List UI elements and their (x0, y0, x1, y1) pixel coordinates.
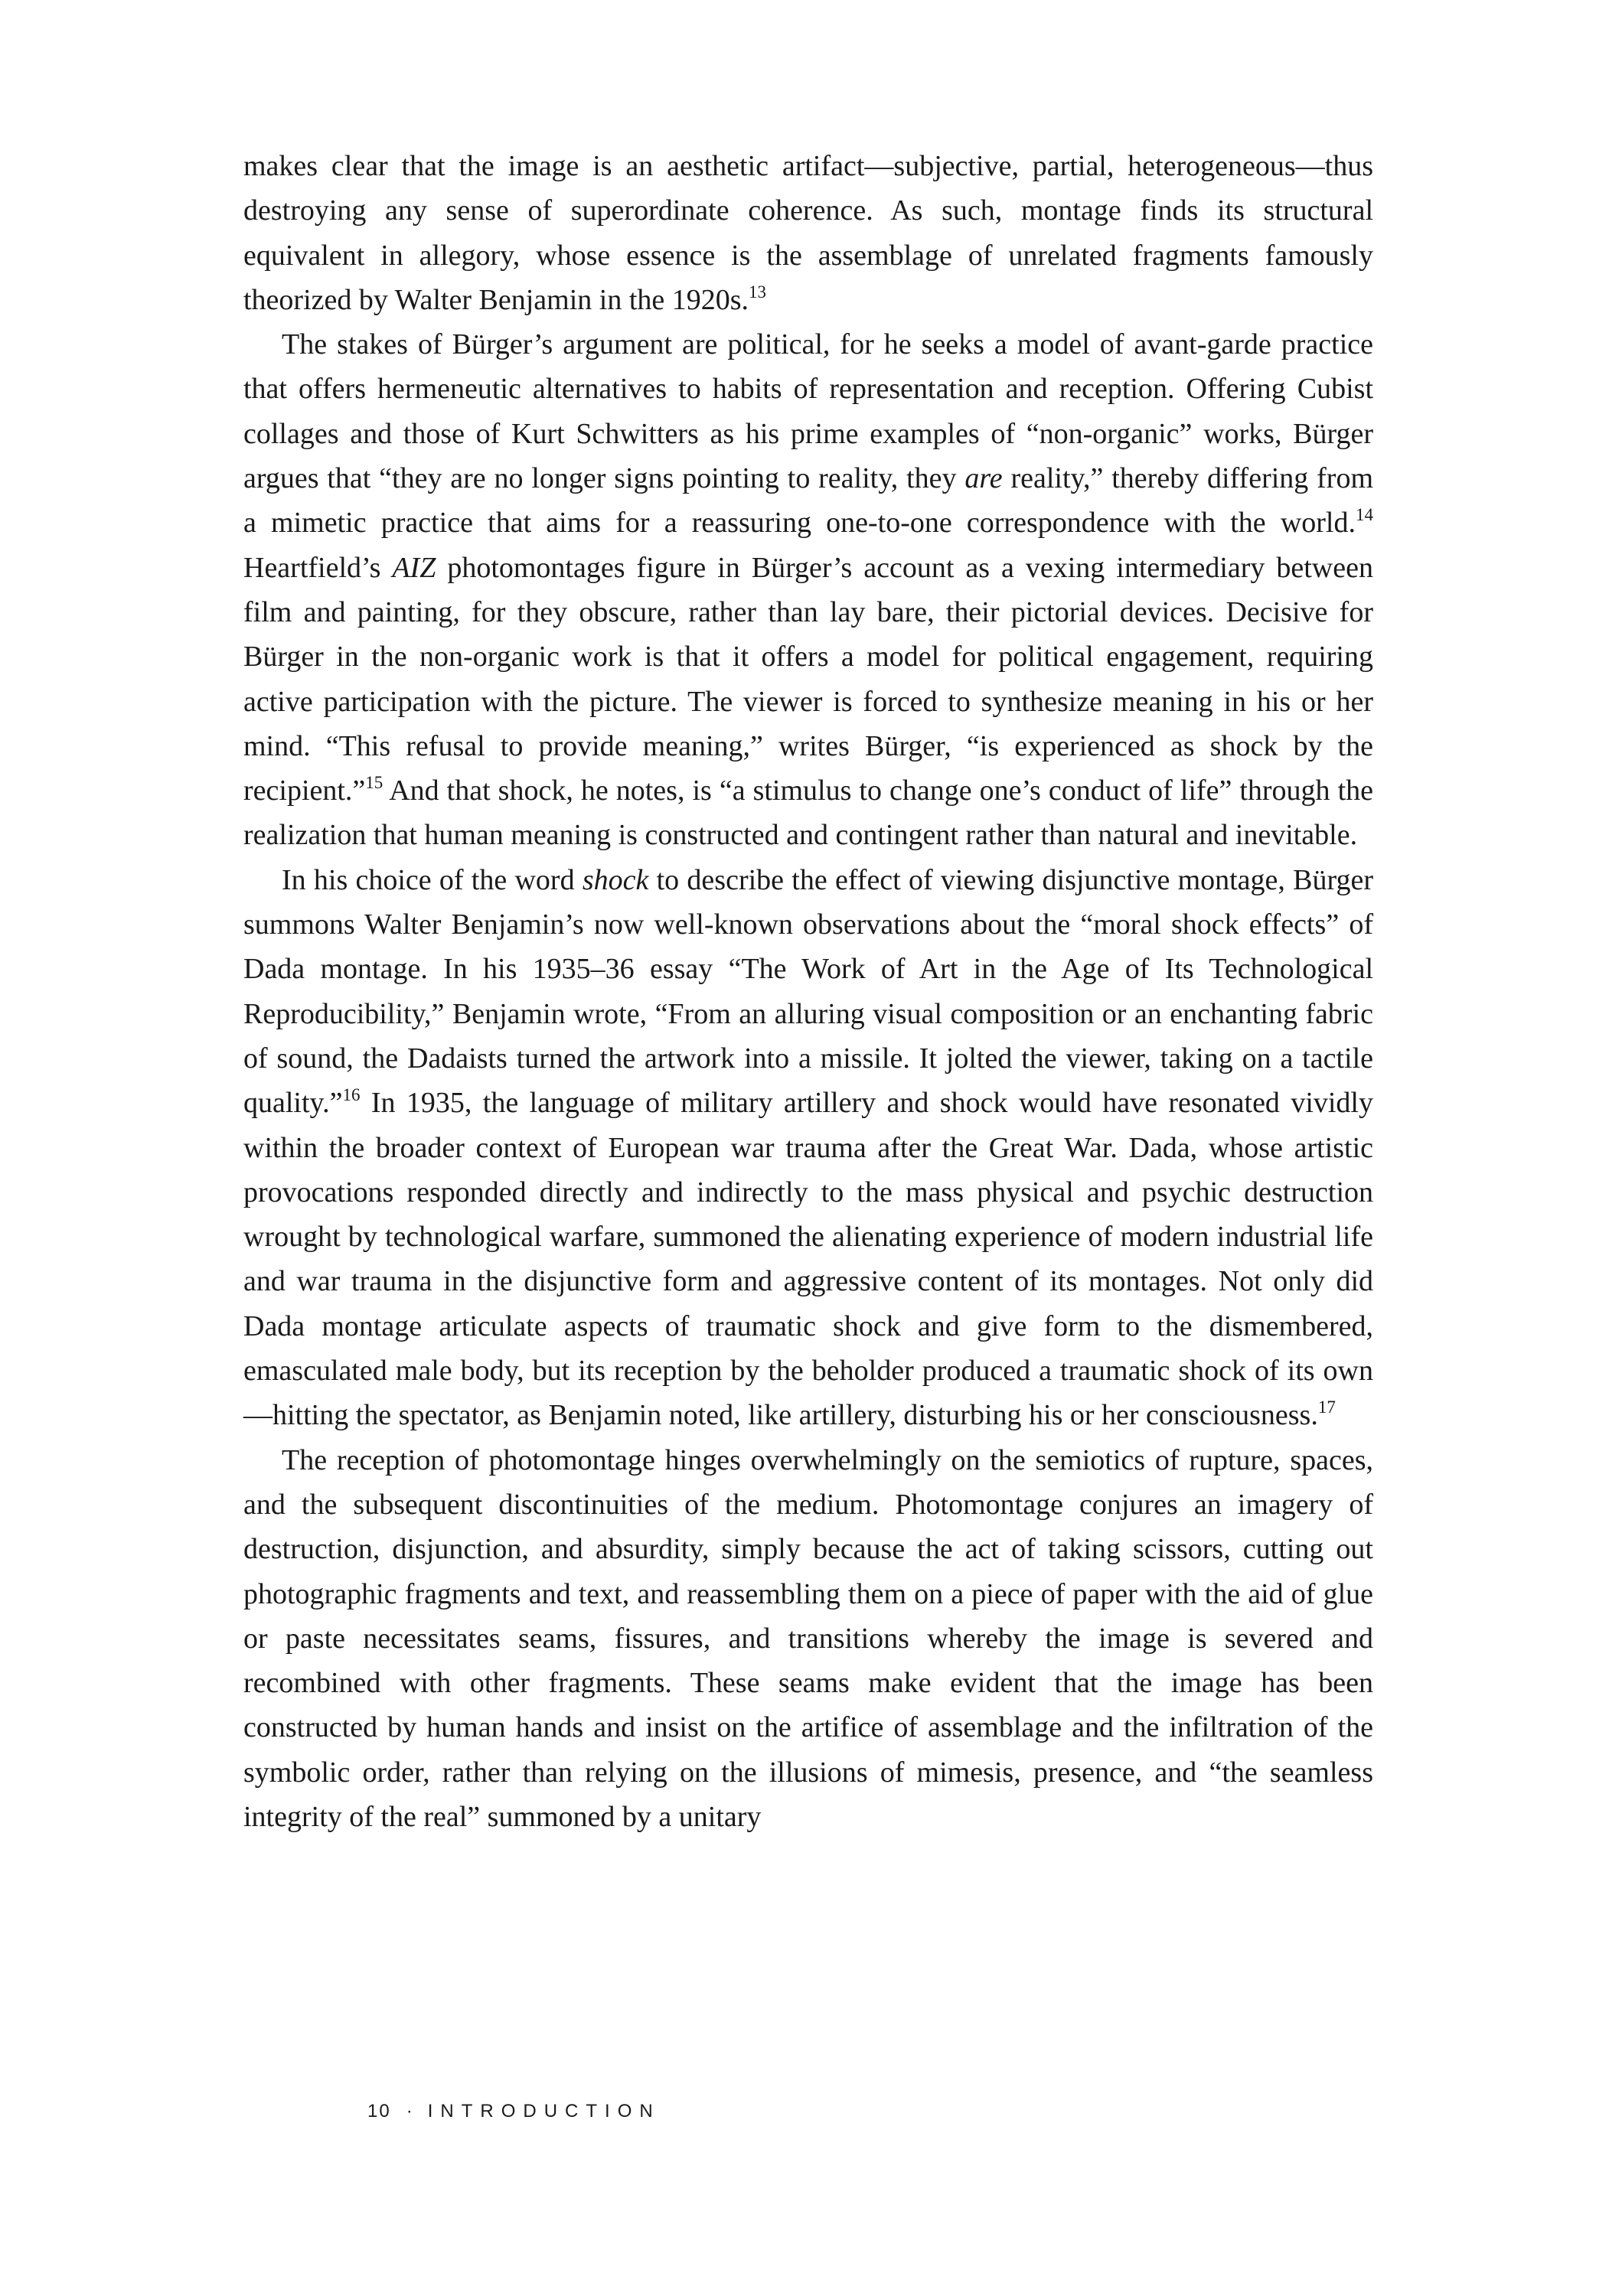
paragraph (243, 858, 1373, 1438)
page-number: 10 (367, 2101, 391, 2122)
text-run: In 1935, the language of military artillery and shock would have resonated vividly within the broader context of European war trauma after the Great War. Dada, whose artistic provocations responded directly and indirectly to the mass physical and psychic destruction wrought by technological warfare, summoned the alienating experience of modern industrial life and war trauma in the disjunctive form and aggressive content of its montages. Not only did Dada montage articulate aspects of traumatic shock and give form to the dismembered, emasculated male body, but its reception by the beholder produced a traumatic shock of its own—hitting the spectator, as Benjamin noted, like artillery, disturbing his or her consciousness. (243, 1087, 1373, 1432)
footnote-ref[interactable]: 17 (1317, 1397, 1336, 1417)
text-run: reality,” thereby differing from a mimetic practice that aims for a reassuring one-to-one correspondence with the world. (243, 462, 1373, 540)
emphasis: are (964, 462, 1003, 495)
footer-separator: · (406, 2101, 413, 2122)
text-run: Heartfield’s (243, 551, 393, 584)
emphasis: shock (582, 863, 649, 896)
paragraph (243, 1438, 1373, 1840)
paragraph (243, 144, 1373, 322)
text-run: to describe the effect of viewing disjunctive montage, Bürger summons Walter Benjamin’s now well-known observations about the “moral shock effects” of Dada montage. In his 1935–36 essay “The Work of Art in the Age of Its Technological Reproducibility,” Benjamin wrote, “From an alluring visual composition or an enchanting fabric of sound, the Dadaists turned the artwork into a missile. It jolted the viewer, taking on a tactile quality.” (243, 863, 1373, 1120)
footnote-ref[interactable]: 13 (749, 282, 767, 302)
footnote-ref[interactable]: 14 (1356, 505, 1373, 525)
text-run: The stakes of Bürger’s argument are political, for he seeks a model of avant-garde practice that offers hermeneutic alternatives to habits of representation and reception. Offering Cubist collages and those of Kurt Schwitters as his prime examples of “non-organic” works, Bürger argues that “they are no longer signs pointing to reality, they (243, 328, 1373, 495)
page-footer (367, 2101, 661, 2122)
paragraph (243, 322, 1373, 858)
footnote-ref[interactable]: 16 (342, 1085, 361, 1105)
text-run: photomontages figure in Bürger’s account as a vexing intermediary between film and painting, for they obscure, rather than lay bare, their pictorial devices. Decisive for Bürger in the non-organic work is that it offers a model for political engagement, requiring active participation with the picture. The viewer is forced to synthesize meaning in his or her mind. “This refusal to provide meaning,” writes Bürger, “is experienced as shock by the recipient.” (243, 551, 1373, 807)
text-run: In his choice of the word (282, 863, 583, 896)
body-text (243, 144, 1373, 1839)
footnote-ref[interactable]: 15 (365, 773, 383, 793)
text-run: And that shock, he notes, is “a stimulus to change one’s conduct of life” through the realization that human meaning is constructed and contingent rather than natural and inevitable. (243, 775, 1373, 852)
emphasis: AIZ (392, 551, 436, 584)
running-head: INTRODUCTION (427, 2101, 661, 2122)
text-run: The reception of photomontage hinges overwhelmingly on the semiotics of rupture, spaces, and the subsequent discontinuities of the medium. Photomontage conjures an imagery of destruction, disjunction, and absurdity, simply because the act of taking scissors, cutting out photographic fragments and text, and reassembling them on a piece of paper with the aid of glue or paste necessitates seams, fissures, and transitions whereby the image is severed and recombined with other fragments. These seams make evident that the image has been constructed by human hands and insist on the artifice of assemblage and the infiltration of the symbolic order, rather than relying on the illusions of mimesis, presence, and “the seamless integrity of the real” summoned by a unitary (243, 1443, 1373, 1833)
text-run: makes clear that the image is an aesthetic artifact—subjective, partial, heterogeneous—thus destroying any sense of superordinate coherence. As such, montage finds its structural equivalent in allegory, whose essence is the assemblage of unrelated fragments famously theorized by Walter Benjamin in the 1920s. (243, 150, 1373, 316)
